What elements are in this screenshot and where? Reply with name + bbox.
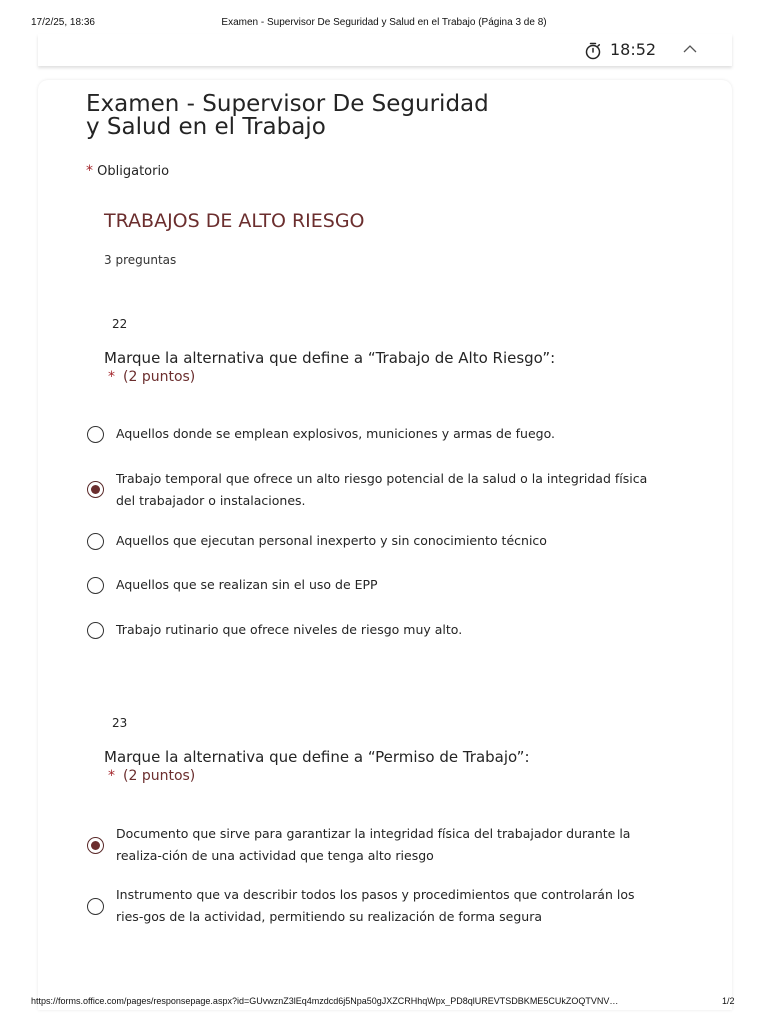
required-star: * bbox=[86, 163, 93, 179]
option-label: Documento que sirve para garantizar la integridad física del trabajador durante la realiza-ción de una actividad que tenga alto riesgo bbox=[116, 826, 631, 863]
option-label: Trabajo rutinario que ofrece niveles de riesgo muy alto. bbox=[116, 622, 463, 637]
option-label: Trabajo temporal que ofrece un alto riesgo potencial de la salud o la integridad física del trabajador o instalaciones. bbox=[116, 471, 648, 508]
question-text: Marque la alternativa que define a “Trabajo de Alto Riesgo”: bbox=[104, 349, 556, 367]
chevron-up-icon[interactable] bbox=[682, 43, 698, 55]
form-title: Examen - Supervisor De Seguridad y Salud en el Trabajo bbox=[86, 91, 489, 140]
print-url: https://forms.office.com/pages/responsepage.aspx?id=GUvwznZ3lEq4mzdcd6j5Npa50gJXZCRHhqWpx_PD8qlUREVTSDBKME5CUkZOQTVNV… bbox=[31, 996, 619, 1006]
print-page-number: 1/2 bbox=[722, 996, 735, 1006]
print-doc-title: Examen - Supervisor De Seguridad y Salud en el Trabajo (Página 3 de 8) bbox=[221, 17, 547, 28]
question-text: Marque la alternativa que define a “Permiso de Trabajo”: bbox=[104, 748, 530, 766]
radio-button[interactable] bbox=[87, 577, 104, 594]
option-label: Aquellos que ejecutan personal inexperto y sin conocimiento técnico bbox=[116, 533, 547, 548]
timer-value: 18:52 bbox=[610, 40, 657, 59]
section-title: TRABAJOS DE ALTO RIESGO bbox=[104, 210, 365, 232]
question-number: 22 bbox=[112, 317, 128, 331]
radio-button[interactable] bbox=[87, 898, 104, 915]
radio-button-selected[interactable] bbox=[87, 481, 104, 498]
required-star: * bbox=[108, 369, 115, 385]
radio-button-selected[interactable] bbox=[87, 837, 104, 854]
required-star: * bbox=[108, 768, 115, 784]
required-label: Obligatorio bbox=[97, 164, 170, 179]
print-header bbox=[0, 12, 768, 34]
radio-button[interactable] bbox=[87, 622, 104, 639]
top-bar bbox=[38, 34, 732, 66]
radio-button[interactable] bbox=[87, 533, 104, 550]
option-label: Aquellos donde se emplean explosivos, municiones y armas de fuego. bbox=[116, 426, 555, 441]
radio-button[interactable] bbox=[87, 426, 104, 443]
question-points bbox=[108, 369, 195, 385]
points-label: (2 puntos) bbox=[123, 768, 196, 784]
points-label: (2 puntos) bbox=[123, 369, 196, 385]
print-footer bbox=[0, 994, 768, 1008]
required-note bbox=[86, 163, 169, 179]
question-number: 23 bbox=[112, 716, 128, 730]
form-card bbox=[38, 80, 732, 1010]
option-label: Instrumento que va describir todos los pasos y procedimientos que controlarán los ries-gos de la actividad, permitiendo su realización de forma segura bbox=[116, 887, 635, 924]
section-question-count: 3 preguntas bbox=[104, 253, 177, 267]
print-datetime: 17/2/25, 18:36 bbox=[31, 17, 95, 28]
stopwatch-icon bbox=[584, 42, 602, 60]
option-label: Aquellos que se realizan sin el uso de EPP bbox=[116, 577, 378, 592]
question-points bbox=[108, 768, 195, 784]
